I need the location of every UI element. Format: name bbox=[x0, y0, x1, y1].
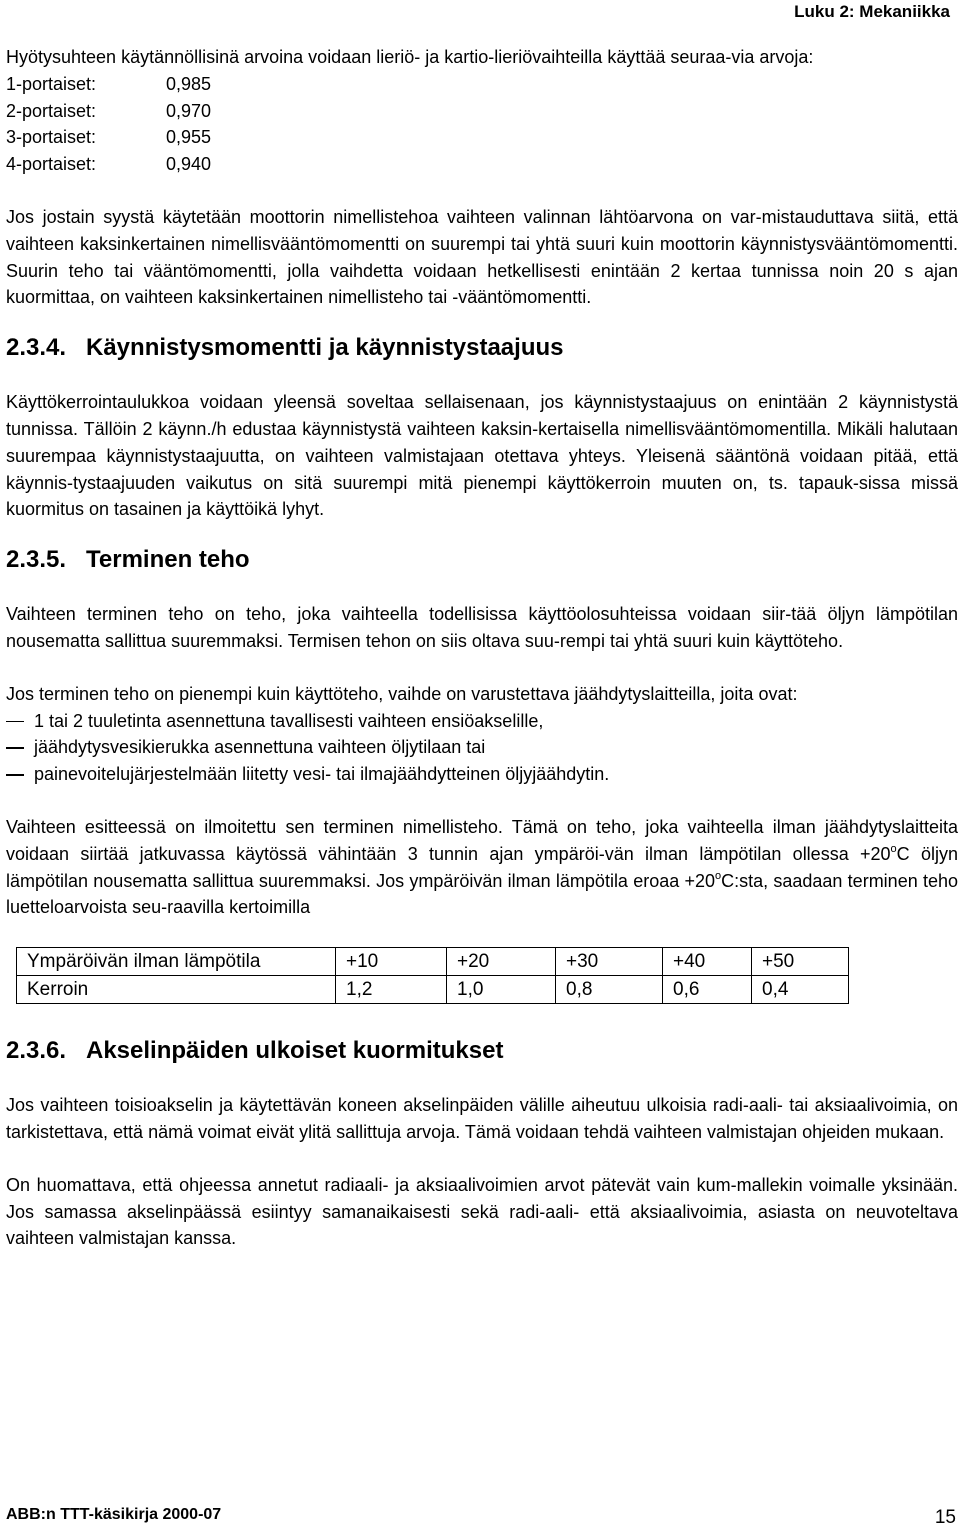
table-cell: 0,4 bbox=[752, 976, 849, 1004]
gear-stage-row: 3-portaiset: 0,955 bbox=[6, 127, 212, 148]
table-cell: 1,0 bbox=[447, 976, 556, 1004]
footer-source: ABB:n TTT-käsikirja 2000-07 bbox=[6, 1506, 222, 1523]
gear-stage-row: 1-portaiset: 0,985 bbox=[6, 73, 212, 94]
temperature-coefficient-table bbox=[16, 947, 849, 1004]
gear-stage-row: 4-portaiset: 0,940 bbox=[6, 154, 212, 175]
table-cell: +20 bbox=[447, 948, 556, 976]
table-row bbox=[17, 976, 849, 1004]
cooling-options-list bbox=[6, 708, 958, 788]
list-item: jäähdytysvesikierukka asennettuna vaihteen öljytilaan tai bbox=[6, 734, 958, 761]
thermal-power-paragraph-2: Jos terminen teho on pienempi kuin käyttöteho, vaihde on varustettava jäähdytyslaitteilla, joita ovat: bbox=[6, 683, 798, 704]
table-row bbox=[17, 948, 849, 976]
section-heading-235: 2.3.5. Terminen teho bbox=[6, 546, 250, 574]
efficiency-paragraph: Hyötysuhteen käytännöllisinä arvoina voidaan lieriö- ja kartio-lieriövaihteilla käyttää seuraa-via arvoja: bbox=[6, 47, 814, 67]
section-heading-236: 2.3.6. Akselinpäiden ulkoiset kuormitukset bbox=[6, 1037, 504, 1065]
table-cell: +30 bbox=[556, 948, 663, 976]
shaft-loads-paragraph-1: Jos vaihteen toisioakselin ja käytettävän koneen akselinpäiden välille aiheutuu ulkoisia radi-aali- tai aksiaalivoimia, on tarkistettava, että nämä voimat eivät ylitä sallittuja arvoja. Tämä voidaan tehdä vaihteen valmistajan ohjeiden mukaan. bbox=[6, 1095, 958, 1142]
table-cell: Ympäröivän ilman lämpötila bbox=[17, 948, 336, 976]
gear-stage-list bbox=[6, 71, 958, 178]
page-number: 15 bbox=[934, 1507, 956, 1528]
starting-frequency-paragraph: Käyttökerrointaulukkoa voidaan yleensä soveltaa sellaisenaan, jos käynnistystaajuus on enintään 2 käynnistystä tunnissa. Tällöin 2 käynn./h edustaa käynnistystä vaihteen kaksin-kertaisella nimellisvääntömomentilla. Mikäli halutaan suurempaa käynnistystaajuutta, on vaihteen valmistajaan otettava yhteys. Yleisenä sääntönä voidaan pitää, että käynnis-tystaajuuden vaikutus on sitä suurempi mitä pienempi käyttökerroin muuten on, ts. tapauk-sissa missä kuormitus on tasainen ja käyttöikä lyhyt. bbox=[6, 392, 958, 520]
table-cell: Kerroin bbox=[17, 976, 336, 1004]
table-cell: 0,6 bbox=[663, 976, 752, 1004]
list-item: painevoitelujärjestelmään liitetty vesi- tai ilmajäähdytteinen öljyjäähdytin. bbox=[6, 761, 958, 788]
section-heading-234: 2.3.4. Käynnistysmomentti ja käynnistystaajuus bbox=[6, 334, 564, 362]
list-item: 1 tai 2 tuuletinta asennettuna tavallisesti vaihteen ensiöakselille, bbox=[6, 708, 958, 735]
shaft-loads-paragraph-2: On huomattava, että ohjeessa annetut radiaali- ja aksiaalivoimien arvot pätevät vain kum-mallekin voimalle yksinään. Jos samassa akselinpäässä esiintyy samanaikaisesti sekä radi-aali- että aksiaalivoimia, asiasta on neuvoteltava vaihteen valmistajan kanssa. bbox=[6, 1174, 958, 1249]
chapter-header: Luku 2: Mekaniikka bbox=[794, 2, 950, 21]
table-cell: +40 bbox=[663, 948, 752, 976]
table-cell: 0,8 bbox=[556, 976, 663, 1004]
thermal-power-paragraph-3: Vaihteen esitteessä on ilmoitettu sen terminen nimellisteho. Tämä on teho, joka vaihteella ilman jäähdytyslaitteita voidaan siirtää jatkuvassa käytössä vähintään 3 tunnin ajan ympäröi-vän ilman lämpötilan ollessa $+20^oC$ öljyn lämpötilan nousematta sallittua suuremmaksi. Jos ympäröivän ilman lämpötila eroaa $+20^oC:sta$, saadaan terminen teho luetteloarvoista seu-raavilla kertoimilla bbox=[6, 816, 958, 918]
table-cell: 1,2 bbox=[336, 976, 447, 1004]
table-cell: +50 bbox=[752, 948, 849, 976]
thermal-power-paragraph-1: Vaihteen terminen teho on teho, joka vaihteella todellisissa käyttöolosuhteissa voidaan siir-tää öljyn lämpötilan nousematta sallittua suuremmaksi. Termisen tehon on siis oltava suu-rempi tai yhtä suuri kuin käyttöteho. bbox=[6, 604, 958, 651]
gear-stage-row: 2-portaiset: 0,970 bbox=[6, 100, 212, 121]
table-cell: +10 bbox=[336, 948, 447, 976]
page-content bbox=[6, 44, 958, 1252]
motor-power-paragraph: Jos jostain syystä käytetään moottorin nimellistehoa vaihteen valinnan lähtöarvona on var-mistauduttava siitä, että vaihteen kaksinkertainen nimellisvääntömomentti on suurempi tai yhtä suuri kuin moottorin käynnistysvääntömomentti. Suurin teho tai vääntömomentti, jolla vaihdetta voidaan hetkellisesti enintään 2 kertaa tunnissa noin 20 s ajan kuormittaa, on vaihteen kaksinkertainen nimellisteho tai -vääntömomentti. bbox=[6, 206, 958, 308]
